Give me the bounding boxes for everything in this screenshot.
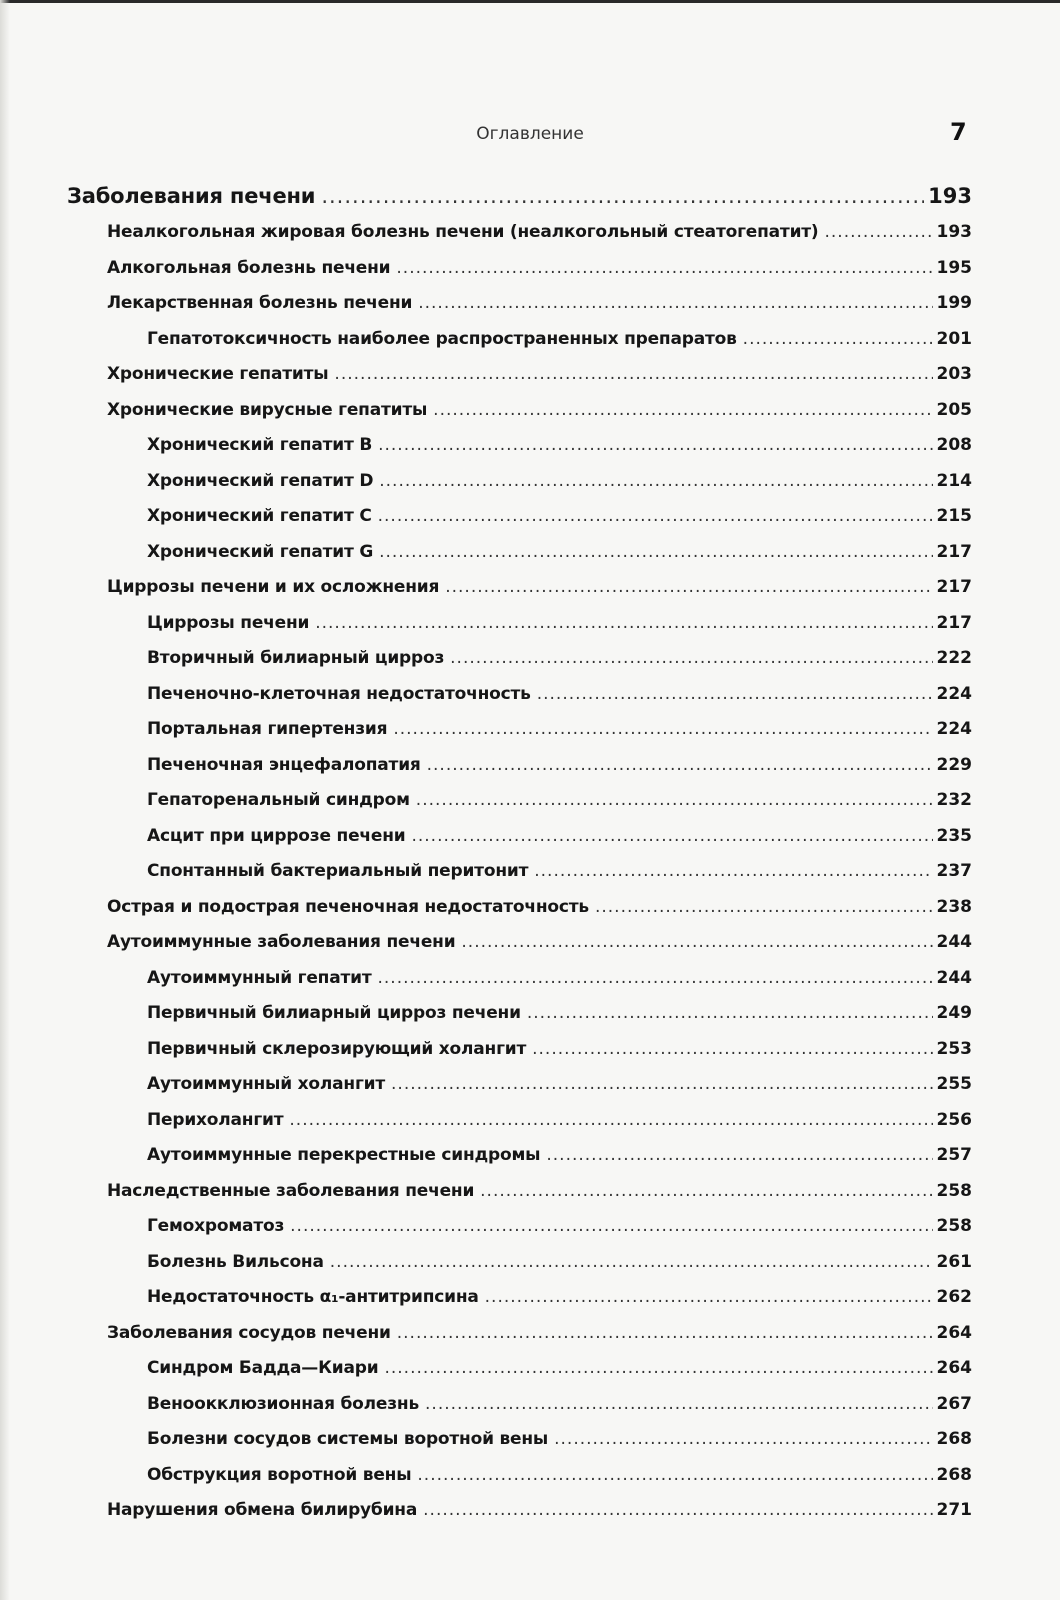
toc-entry-page: 262 (936, 1287, 972, 1307)
running-head: Оглавление (476, 124, 584, 144)
toc-entry-page: 249 (936, 1003, 972, 1023)
dot-leader (532, 1039, 932, 1059)
toc-entry-page: 271 (936, 1500, 972, 1520)
toc-entry (67, 1394, 972, 1430)
dot-leader (537, 684, 933, 704)
toc-entry-page: 244 (936, 967, 972, 988)
toc-entry-title: Алкогольная болезнь печени (107, 257, 391, 278)
toc-entry-title: Циррозы печени (147, 612, 310, 633)
top-rule (0, 0, 1060, 3)
toc-entry-title: Хронический гепатит D (147, 470, 374, 491)
toc-entry-page: 238 (936, 896, 972, 917)
toc-entry-page: 214 (936, 470, 972, 491)
toc-entry-page: 193 (928, 184, 972, 208)
dot-leader (391, 1074, 932, 1094)
toc-entry (67, 222, 972, 258)
toc-entry-page: 235 (936, 825, 972, 846)
page-edge-shadow (0, 0, 10, 1600)
toc-entry-title: Портальная гипертензия (147, 719, 388, 739)
toc-entry-title: Первичный склерозирующий холангит (147, 1038, 527, 1059)
dot-leader (480, 1181, 932, 1201)
dot-leader (743, 329, 933, 349)
dot-leader (379, 471, 932, 491)
toc-entry-title: Гемохроматоз (147, 1216, 285, 1236)
toc-entry-title: Заболевания печени (67, 184, 316, 208)
toc-entry-page: 217 (936, 577, 972, 597)
dot-leader (423, 1500, 932, 1520)
dot-leader (461, 932, 932, 952)
toc-entry-page: 195 (936, 257, 972, 278)
toc-entry-title: Вторичный билиарный цирроз (147, 648, 445, 668)
dot-leader (595, 897, 933, 917)
dot-leader (527, 1003, 933, 1023)
toc-entry-title: Гепаторенальный синдром (147, 790, 410, 810)
toc-entry-title: Синдром Бадда—Киари (147, 1358, 379, 1378)
dot-leader (425, 1394, 932, 1414)
dot-leader (393, 719, 932, 739)
toc-entry-title: Аутоиммунные заболевания печени (107, 932, 456, 952)
dot-leader (417, 1465, 932, 1485)
dot-leader (485, 1287, 933, 1307)
toc-entry-title: Аутоиммунный гепатит (147, 967, 372, 988)
dot-leader (330, 1252, 933, 1272)
dot-leader (546, 1145, 932, 1165)
toc-entry (67, 1074, 972, 1110)
toc-entry-title: Лекарственная болезнь печени (107, 293, 413, 313)
toc-entry-title: Острая и подострая печеночная недостаточность (107, 896, 589, 917)
toc-entry-title: Заболевания сосудов печени (107, 1322, 391, 1343)
toc-entry (67, 293, 972, 329)
toc-entry-title: Аутоиммунный холангит (147, 1074, 386, 1094)
toc-entry-title: Веноокклюзионная болезнь (147, 1393, 420, 1414)
toc-entry-page: 201 (936, 328, 972, 349)
toc-entry (67, 400, 972, 436)
toc-entry (67, 932, 972, 968)
toc-entry (67, 506, 972, 542)
toc-entry (67, 1323, 972, 1359)
toc-entry-page: 193 (936, 222, 972, 242)
toc-entry (67, 1287, 972, 1323)
dot-leader (315, 613, 932, 633)
toc-entry-title: Первичный билиарный цирроз печени (147, 1003, 521, 1023)
toc-entry-page: 232 (936, 790, 972, 810)
dot-leader (433, 400, 932, 420)
toc-entry-page: 255 (936, 1074, 972, 1094)
toc-entry-page: 267 (936, 1393, 972, 1414)
toc-entry-title: Аутоиммунные перекрестные синдромы (147, 1145, 541, 1165)
toc-entry-title: Наследственные заболевания печени (107, 1180, 475, 1201)
toc-entry (67, 719, 972, 755)
toc-entry (67, 1216, 972, 1252)
toc-entry (67, 861, 972, 897)
toc-entry-page: 244 (936, 932, 972, 952)
toc-entry-page: 264 (936, 1358, 972, 1378)
toc-entry-page: 224 (936, 719, 972, 739)
toc-entry-page: 256 (936, 1109, 972, 1130)
toc-entry-page: 261 (936, 1251, 972, 1272)
dot-leader (321, 184, 924, 208)
toc-entry-page: 208 (936, 435, 972, 455)
toc-entry-title: Спонтанный бактериальный перитонит (147, 861, 529, 881)
toc-entry (67, 1039, 972, 1075)
toc-entry-title: Перихолангит (147, 1109, 284, 1130)
toc-entry-title: Циррозы печени и их осложнения (107, 577, 440, 597)
toc-entry-title: Нарушения обмена билирубина (107, 1500, 418, 1520)
toc-entry-title: Хронические гепатиты (107, 364, 329, 384)
toc-entry-page: 217 (936, 612, 972, 633)
dot-leader (411, 826, 932, 846)
toc-entry-title: Печеночная энцефалопатия (147, 754, 421, 775)
toc-entry-page: 268 (936, 1464, 972, 1485)
toc-entry (67, 1145, 972, 1181)
toc-entry-page: 253 (936, 1038, 972, 1059)
dot-leader (397, 1323, 933, 1343)
toc-entry-page: 222 (936, 648, 972, 668)
toc-entry-title: Болезни сосудов системы воротной вены (147, 1429, 549, 1449)
toc-entry (67, 968, 972, 1004)
toc-entry (67, 1429, 972, 1465)
toc-entry-page: 217 (936, 541, 972, 562)
dot-leader (334, 364, 932, 384)
dot-leader (289, 1110, 932, 1130)
toc-entry (67, 1003, 972, 1039)
toc-entry (67, 1252, 972, 1288)
toc-entry (67, 755, 972, 791)
toc-entry (67, 258, 972, 294)
toc-entry (67, 1110, 972, 1146)
page-number: 7 (950, 118, 967, 146)
dot-leader (418, 293, 932, 313)
toc-entry-title: Хронический гепатит В (147, 435, 373, 455)
toc-entry-title: Асцит при циррозе печени (147, 825, 406, 846)
toc-entry (67, 577, 972, 613)
toc-entry-page: 215 (936, 506, 972, 526)
toc-entry-title: Неалкогольная жировая болезнь печени (неалкогольный стеатогепатит) (107, 222, 819, 242)
toc-entry-title: Печеночно-клеточная недостаточность (147, 683, 531, 704)
toc-entry (67, 1358, 972, 1394)
toc-entry-title: Обструкция воротной вены (147, 1464, 412, 1485)
toc-entry-page: 268 (936, 1429, 972, 1449)
toc-entry-page: 237 (936, 861, 972, 881)
dot-leader (378, 506, 933, 526)
dot-leader (379, 542, 932, 562)
toc-entry (67, 1181, 972, 1217)
dot-leader (396, 258, 932, 278)
toc-entry-page: 257 (936, 1145, 972, 1165)
toc-entry-page: 258 (936, 1216, 972, 1236)
toc-entry (67, 471, 972, 507)
table-of-contents (67, 184, 972, 1536)
toc-entry (67, 684, 972, 720)
toc-entry (67, 613, 972, 649)
toc-entry (67, 1500, 972, 1536)
dot-leader (378, 435, 932, 455)
toc-entry-page: 203 (936, 364, 972, 384)
dot-leader (416, 790, 933, 810)
toc-entry-page: 258 (936, 1180, 972, 1201)
toc-entry (67, 826, 972, 862)
toc-entry-title: Гепатотоксичность наиболее распространенных препаратов (147, 328, 737, 349)
toc-entry-page: 199 (936, 293, 972, 313)
toc-entry (67, 897, 972, 933)
toc-entry (67, 648, 972, 684)
toc-entry-title: Хронический гепатит G (147, 541, 374, 562)
dot-leader (290, 1216, 932, 1236)
toc-entry-page: 264 (936, 1322, 972, 1343)
toc-entry-title: Болезнь Вильсона (147, 1251, 324, 1272)
dot-leader (378, 968, 933, 988)
dot-leader (384, 1358, 932, 1378)
toc-entry-title: Хронический гепатит С (147, 506, 372, 526)
toc-entry-page: 224 (936, 683, 972, 704)
toc-entry-page: 229 (936, 754, 972, 775)
toc-entry-title: Недостаточность α₁-антитрипсина (147, 1287, 479, 1307)
toc-entry (67, 184, 972, 222)
dot-leader (554, 1429, 932, 1449)
toc-entry (67, 790, 972, 826)
dot-leader (427, 755, 933, 775)
dot-leader (534, 861, 932, 881)
toc-entry-title: Хронические вирусные гепатиты (107, 399, 428, 420)
toc-entry (67, 364, 972, 400)
dot-leader (825, 222, 933, 242)
dot-leader (445, 577, 932, 597)
dot-leader (450, 648, 932, 668)
toc-entry-page: 205 (936, 399, 972, 420)
toc-entry (67, 435, 972, 471)
toc-entry (67, 1465, 972, 1501)
toc-entry (67, 542, 972, 578)
toc-entry (67, 329, 972, 365)
